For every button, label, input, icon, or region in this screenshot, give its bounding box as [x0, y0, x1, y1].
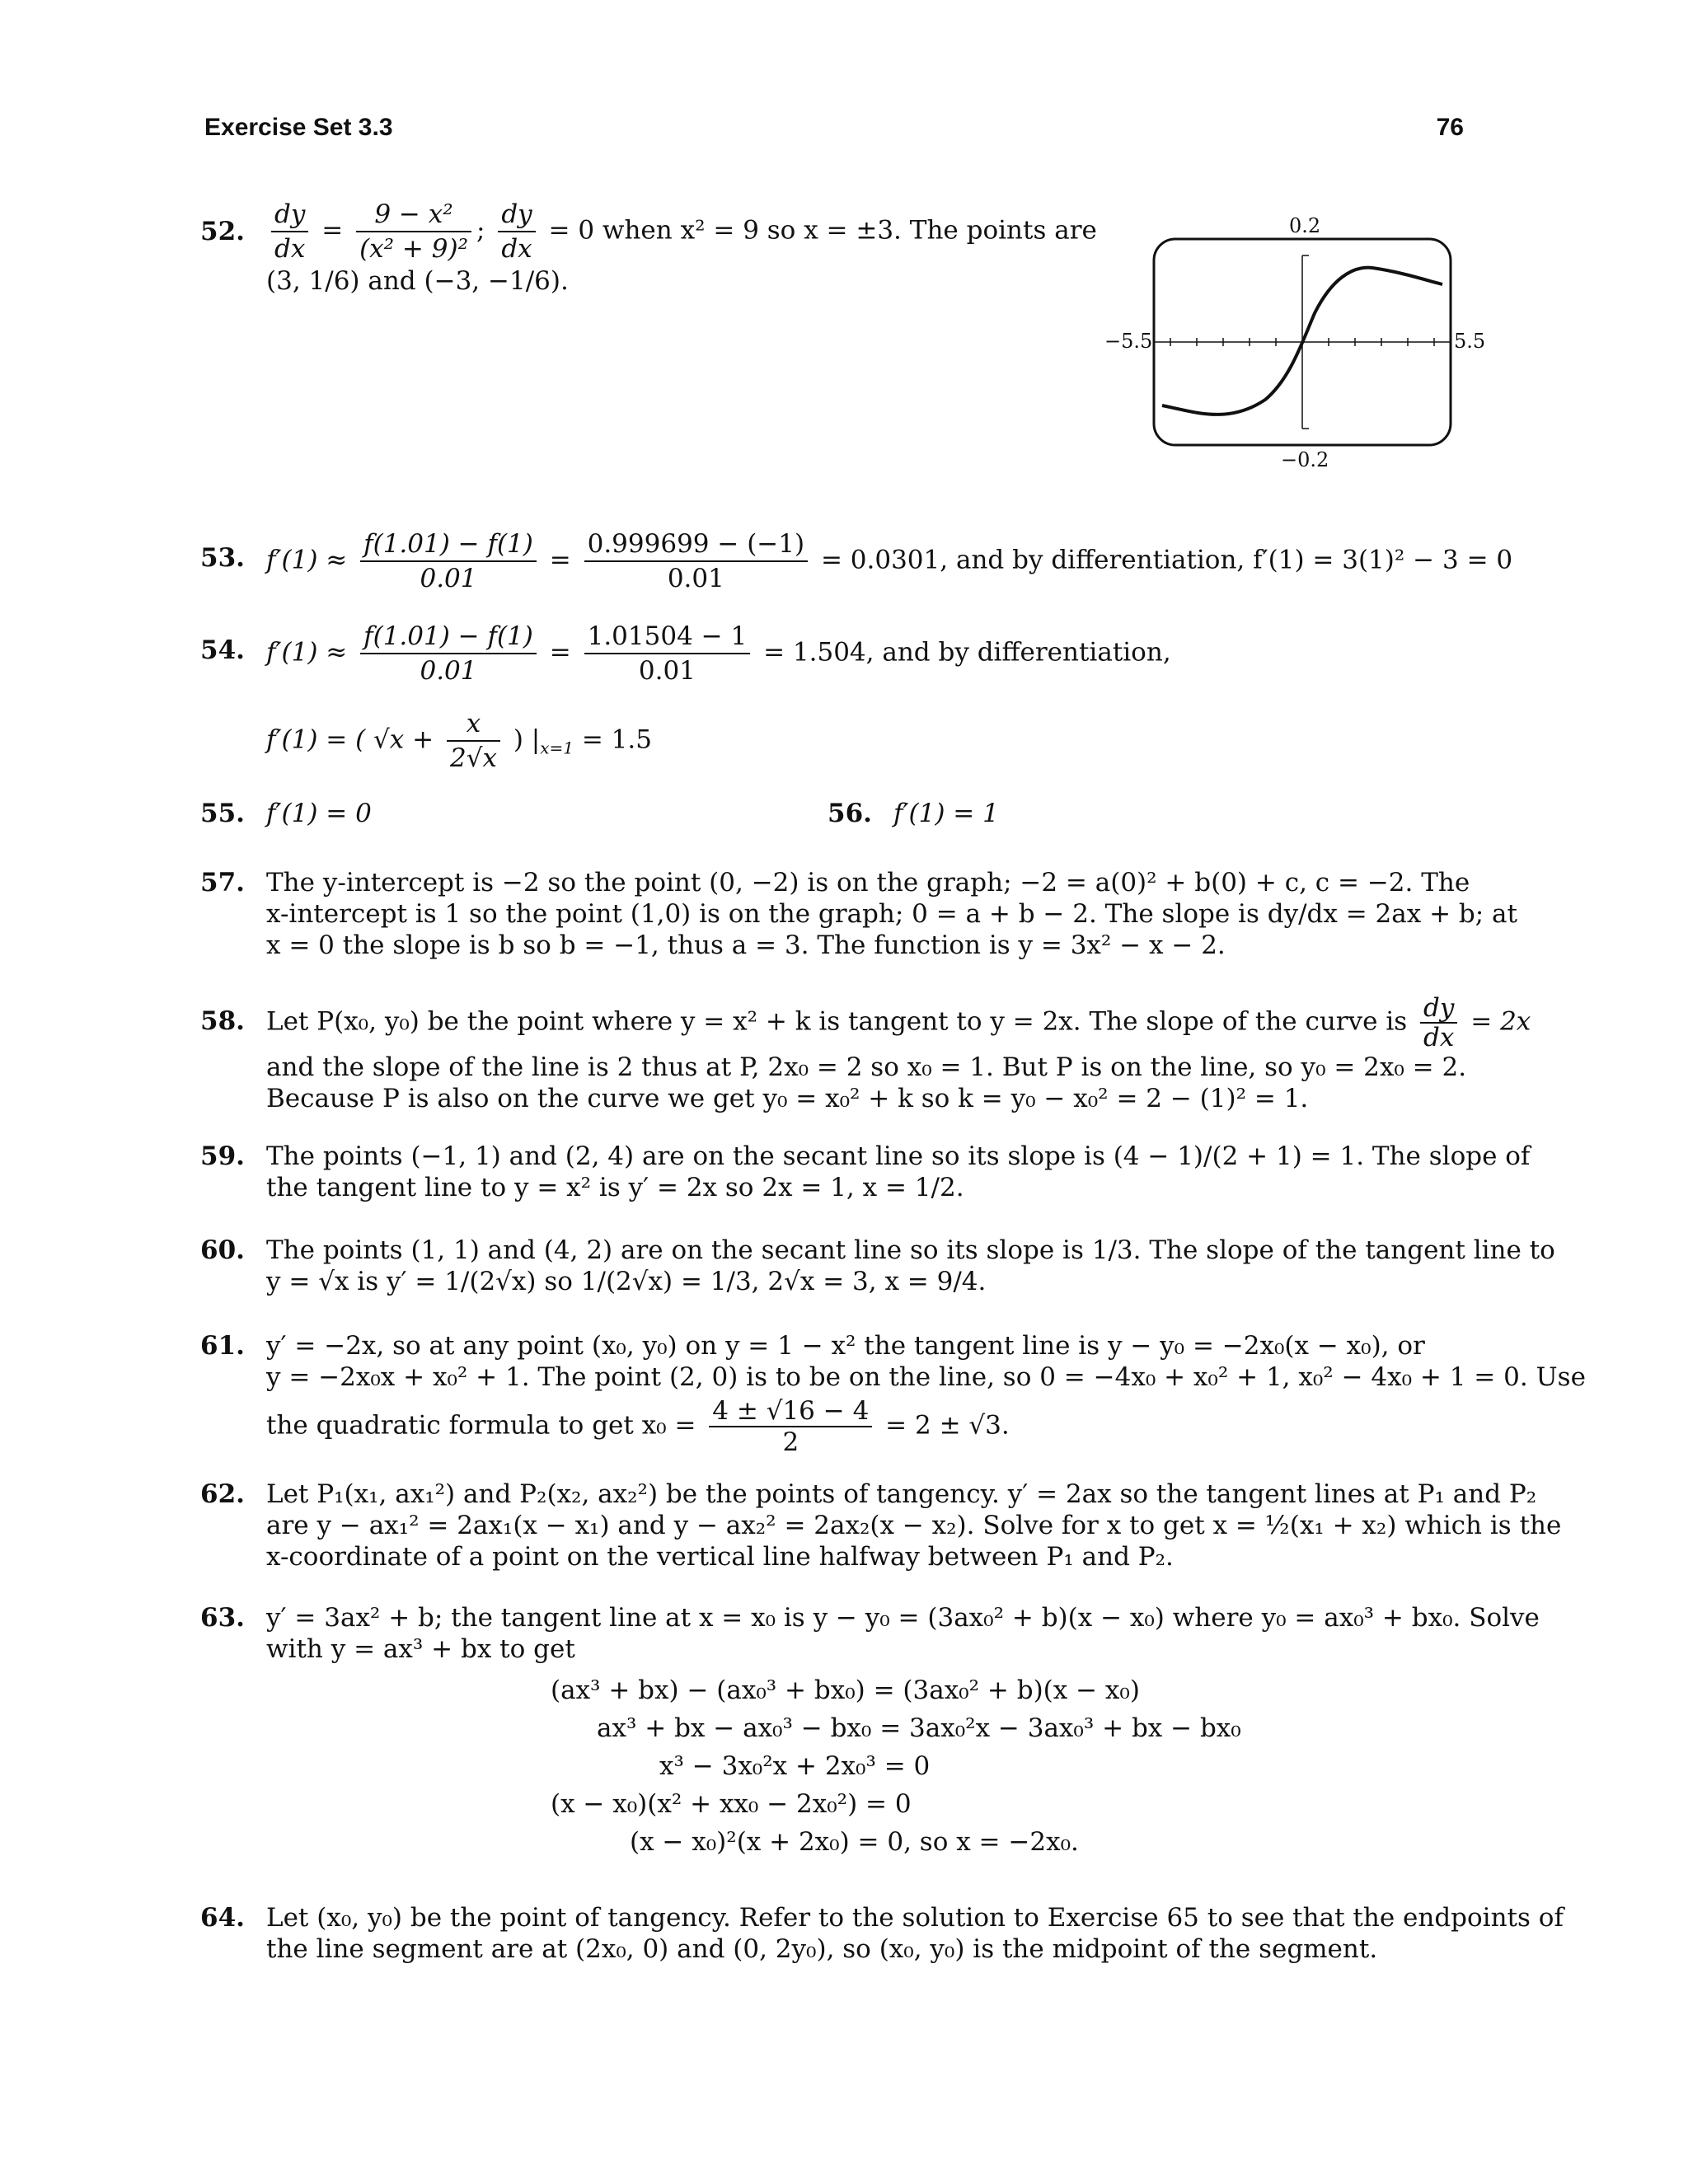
fraction: $\frac{x}{2√x}$	[447, 707, 500, 775]
problem-body	[266, 527, 1513, 595]
problem-line: the quadratic formula to get x₀ = $\frac{4 \pm √16 - 4}{2}$ = 2 ± √3.	[266, 1396, 1010, 1457]
equation-line: x³ − 3x₀²x + 2x₀³ = 0	[659, 1751, 931, 1781]
problem-number: 60.	[200, 1235, 245, 1265]
problem-line: f′(1) ≈ $\frac{f(1.01) - f(1)}{0.01}$ = $\frac{0.999699 - (-1)}{0.01}$ = 0.0301, and by differentiation, f′(1) = 3(1)² − 3 = 0	[266, 529, 1513, 593]
problem-body	[266, 198, 1132, 297]
problem-body: The y-intercept is −2 so the point (0, −2) is on the graph; −2 = a(0)² + b(0) + c, c = −2. The x-intercept is 1 so the point (1,0) is on the graph; 0 = a + b − 2. The slope is dy/dx = 2ax + b; at x = 0 the slope is b so b = −1, thus a = 3. The function is y = 3x² − x − 2.	[266, 868, 1518, 960]
x-max-label: 5.5	[1454, 330, 1486, 353]
problem-number: 62.	[200, 1479, 245, 1509]
fraction: $\frac{1.01504 - 1}{0.01}$	[584, 620, 751, 687]
x-min-label: −5.5	[1104, 330, 1153, 353]
problem-line: f′(1) ≈ $\frac{f(1.01) - f(1)}{0.01}$ = $\frac{1.01504 - 1}{0.01}$ = 1.504, and by differentiation,	[266, 621, 1171, 686]
problem-body	[266, 620, 1476, 775]
problem-body: Let P(x₀, y₀) be the point where y = x² + k is tangent to y = 2x. The slope of the curve is $\frac{dy}{dx}$ = 2x and the slope of the line is 2 thus at P, 2x₀ = 2 so x₀ = 1. But P is on the line, so y₀ = 2x₀ = 2. Because P is also on the curve we get y₀ = x₀² + k so k = y₀ − x₀² = 2 − (1)² = 1.	[266, 993, 1531, 1113]
problem-line: Let P(x₀, y₀) be the point where y = x² + k is tangent to y = 2x. The slope of the curve is $\frac{dy}{dx}$ = 2x	[266, 993, 1531, 1052]
equation-line: (x − x₀)²(x + 2x₀) = 0, so x = −2x₀.	[630, 1827, 1079, 1857]
graph-svg	[1104, 214, 1484, 478]
problem-body: f′(1) = 1	[893, 799, 999, 828]
equation-line: ax³ + bx − ax₀³ − bx₀ = 3ax₀²x − 3ax₀³ + bx − bx₀	[597, 1713, 1241, 1743]
problem-number: 56.	[828, 799, 872, 828]
problem-line: f′(1) = ( √x + $\frac{x}{2√x}$ ) $|_{x=1} = 1.5$	[266, 709, 652, 773]
fraction: $\frac{f(1.01) - f(1)}{0.01}$	[360, 527, 537, 595]
fraction: $\frac{dy}{dx}$	[1420, 994, 1457, 1052]
problem-number: 52.	[200, 217, 245, 246]
problem-number: 61.	[200, 1331, 245, 1361]
problem-body: y′ = −2x, so at any point (x₀, y₀) on y = 1 − x² the tangent line is y − y₀ = −2x₀(x − x₀), or y = −2x₀x + x₀² + 1. The point (2, 0) is to be on the line, so 0 = −4x₀ + x₀² + 1, x₀² − 4x₀ + 1 = 0. Use the quadratic formula to get x₀ = $\frac{4 \pm √16 - 4}{2}$ = 2 ± √3.	[266, 1331, 1586, 1457]
problem-number: 57.	[200, 868, 245, 898]
problem-body: y′ = 3ax² + b; the tangent line at x = x₀ is y − y₀ = (3ax₀² + b)(x − x₀) where y₀ = ax₀³ + bx₀. Solve with y = ax³ + bx to get	[266, 1603, 1540, 1664]
equation-line: (ax³ + bx) − (ax₀³ + bx₀) = (3ax₀² + b)(x − x₀)	[551, 1675, 1140, 1705]
problem-number: 54.	[200, 635, 245, 665]
section-title: Exercise Set 3.3	[204, 114, 393, 141]
y-min-label: −0.2	[1281, 448, 1329, 471]
page-number: 76	[1436, 114, 1464, 141]
fraction: $\frac{4 \pm √16 - 4}{2}$	[709, 1396, 872, 1457]
fraction: $\frac{f(1.01) - f(1)}{0.01}$	[360, 620, 537, 687]
calculator-graph	[1104, 214, 1484, 478]
problem-number: 63.	[200, 1603, 245, 1633]
problem-number: 59.	[200, 1141, 245, 1171]
fraction: $\frac{0.999699 - (-1)}{0.01}$	[584, 527, 809, 595]
y-max-label: 0.2	[1289, 214, 1321, 237]
problem-number: 58.	[200, 1006, 245, 1036]
problem-body: The points (−1, 1) and (2, 4) are on the secant line so its slope is (4 − 1)/(2 + 1) = 1. The slope of the tangent line to y = x² is y′ = 2x so 2x = 1, x = 1/2.	[266, 1141, 1531, 1202]
fraction: $\frac{dy}{dx}$	[498, 198, 535, 265]
problem-line: $\frac{dy}{dx}$ = $\frac{\text{9 − x²}}{\text{(x² + 9)²}}$ ; $\frac{dy}{dx}$ = 0 when x² = 9 so x = ±3. The points are	[266, 198, 1132, 265]
problem-body: The points (1, 1) and (4, 2) are on the secant line so its slope is 1/3. The slope of the tangent line to y = √x is y′ = 1/(2√x) so 1/(2√x) = 1/3, 2√x = 3, x = 9/4.	[266, 1235, 1555, 1296]
page-header	[204, 114, 1464, 142]
fraction: $\frac{dy}{dx}$	[271, 198, 308, 265]
problem-line: (3, 1/6) and (−3, −1/6).	[266, 266, 569, 296]
problem-body: Let P₁(x₁, ax₁²) and P₂(x₂, ax₂²) be the points of tangency. y′ = 2ax so the tangent lines at P₁ and P₂ are y − ax₁² = 2ax₁(x − x₁) and y − ax₂² = 2ax₂(x − x₂). Solve for x to get x = ½(x₁ + x₂) which is the x-coordinate of a point on the vertical line halfway between P₁ and P₂.	[266, 1479, 1562, 1572]
problem-number: 53.	[200, 543, 245, 573]
problem-body: Let (x₀, y₀) be the point of tangency. Refer to the solution to Exercise 65 to see that the endpoints of the line segment are at (2x₀, 0) and (0, 2y₀), so (x₀, y₀) is the midpoint of the segment.	[266, 1903, 1564, 1964]
problem-number: 64.	[200, 1903, 245, 1933]
problem-body: f′(1) = 0	[266, 799, 372, 828]
equation-line: (x − x₀)(x² + xx₀ − 2x₀²) = 0	[551, 1789, 912, 1819]
problem-number: 55.	[200, 799, 245, 828]
equation-block	[551, 1671, 1241, 1861]
fraction: $\frac{\text{9 − x²}}{\text{(x² + 9)²}}$	[356, 198, 471, 265]
